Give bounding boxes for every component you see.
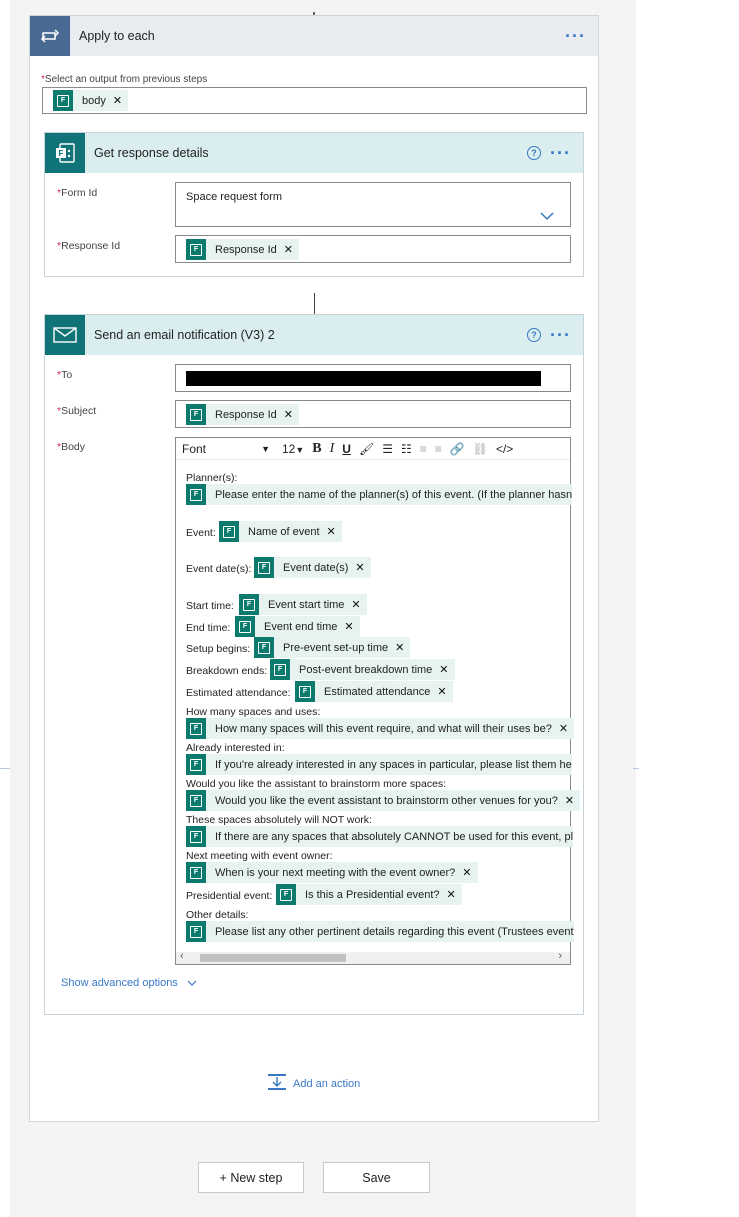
forms-token-icon: F <box>254 557 274 578</box>
font-size-select[interactable]: 12▼ <box>282 441 305 456</box>
body-label: *Body <box>57 441 86 453</box>
remove-token-icon[interactable]: ✕ <box>355 562 365 574</box>
scroll-right-icon[interactable]: › <box>558 950 562 962</box>
canvas-divider-left <box>0 768 10 769</box>
body-line-label: Would you like the assistant to brainstorm more spaces: <box>186 778 447 790</box>
new-step-button[interactable]: + New step <box>198 1162 304 1193</box>
send-email-header[interactable] <box>45 315 583 355</box>
apply-to-each-header[interactable] <box>30 16 598 56</box>
body-line-label: Event date(s): <box>186 563 252 575</box>
body-line-label: Other details: <box>186 909 249 921</box>
canvas-divider-right <box>633 768 639 769</box>
body-line-label: Planner(s): <box>186 472 238 484</box>
forms-token-icon: F <box>186 754 206 775</box>
dynamic-token[interactable]: F Response Id ✕ <box>186 239 299 260</box>
numbered-list-icon[interactable]: ☷ <box>400 441 412 456</box>
scroll-left-icon[interactable]: ‹ <box>180 950 184 962</box>
forms-token-icon: F <box>239 594 259 615</box>
chevron-down-icon <box>187 977 197 989</box>
scrollbar-thumb[interactable] <box>200 954 346 962</box>
body-line-label: Presidential event: <box>186 890 273 902</box>
body-line-label: Start time: <box>186 600 234 612</box>
code-view-button[interactable]: </> <box>495 441 514 456</box>
dynamic-token[interactable]: F Would you like the event assistant to brainstorm other venues for you? ✕ <box>186 790 580 811</box>
remove-token-icon[interactable]: ✕ <box>462 867 472 879</box>
dynamic-token[interactable]: F Please enter the name of the planner(s) of this event. (If the planner hasn <box>186 484 572 505</box>
forms-icon <box>45 133 85 173</box>
bulleted-list-icon[interactable]: ☰ <box>382 441 393 456</box>
dynamic-token[interactable]: F Estimated attendance ✕ <box>295 681 453 702</box>
response-id-label: *Response Id <box>57 240 121 252</box>
increase-indent-icon[interactable]: ≡ <box>434 441 442 456</box>
body-line-label: Next meeting with event owner: <box>186 850 333 862</box>
underline-button[interactable]: U <box>342 441 351 456</box>
dynamic-token[interactable]: F How many spaces will this event require, and what will their uses be? ✕ <box>186 718 574 739</box>
forms-token-icon: F <box>270 659 290 680</box>
forms-token-icon: F <box>295 681 315 702</box>
forms-token-icon: F <box>219 521 239 542</box>
body-line-label: How many spaces and uses: <box>186 706 321 718</box>
forms-token-icon: F <box>53 90 73 111</box>
dynamic-token[interactable]: F If there are any spaces that absolutely CANNOT be used for this event, pl <box>186 826 573 847</box>
remove-token-icon[interactable]: ✕ <box>564 795 575 807</box>
remove-token-icon[interactable]: ✕ <box>439 664 449 676</box>
remove-token-icon[interactable]: ✕ <box>437 686 447 698</box>
forms-token-icon: F <box>186 826 206 847</box>
get-response-details-title: Get response details <box>94 146 209 160</box>
bold-button[interactable]: B <box>312 440 322 456</box>
apply-to-each-title: Apply to each <box>79 29 155 43</box>
link-icon[interactable]: 🔗 <box>449 441 465 456</box>
response-id-field[interactable] <box>175 235 571 263</box>
dynamic-token[interactable]: F Event start time ✕ <box>239 594 367 615</box>
form-id-label: *Form Id <box>57 187 98 199</box>
forms-token-icon: F <box>186 404 206 425</box>
remove-token-icon[interactable]: ✕ <box>283 244 293 256</box>
more-options-icon[interactable]: ··· <box>550 325 571 345</box>
svg-text:F: F <box>58 149 64 158</box>
get-response-details-card <box>44 132 584 277</box>
remove-token-icon[interactable]: ✕ <box>395 642 405 654</box>
dynamic-token[interactable]: F Event end time ✕ <box>235 616 360 637</box>
dynamic-token[interactable]: F Please list any other pertinent details regarding this event (Trustees event <box>186 921 574 942</box>
send-email-title: Send an email notification (V3) 2 <box>94 328 275 342</box>
unlink-icon[interactable]: ⛓ <box>472 441 488 456</box>
dynamic-token[interactable]: F If you're already interested in any spaces in particular, please list them he <box>186 754 572 775</box>
body-line-label: Estimated attendance: <box>186 687 291 699</box>
more-options-icon[interactable]: ··· <box>565 26 586 46</box>
remove-token-icon[interactable]: ✕ <box>446 889 456 901</box>
body-line-label: These spaces absolutely will NOT work: <box>186 814 372 826</box>
forms-token-icon: F <box>254 637 274 658</box>
loop-icon <box>30 16 70 56</box>
italic-button[interactable]: I <box>329 440 335 456</box>
send-email-card <box>44 314 584 1015</box>
select-output-field[interactable] <box>42 87 587 114</box>
dynamic-token[interactable]: F Is this a Presidential event? ✕ <box>276 884 462 905</box>
forms-token-icon: F <box>186 790 206 811</box>
font-select[interactable]: Font ▼ <box>182 441 270 456</box>
body-line-label: Event: <box>186 527 216 539</box>
body-rich-text-editor[interactable] <box>175 437 575 965</box>
get-response-details-header[interactable] <box>45 133 583 173</box>
dynamic-token[interactable]: F Name of event ✕ <box>219 521 342 542</box>
forms-token-icon: F <box>186 239 206 260</box>
body-line-label: End time: <box>186 622 231 634</box>
forms-token-icon: F <box>235 616 255 637</box>
remove-token-icon[interactable]: ✕ <box>351 599 361 611</box>
editor-toolbar <box>176 438 570 460</box>
remove-token-icon[interactable]: ✕ <box>344 621 354 633</box>
help-icon[interactable]: ? <box>527 146 541 160</box>
select-output-label: *Select an output from previous steps <box>41 74 208 85</box>
show-advanced-options-link[interactable]: Show advanced options <box>61 977 197 989</box>
dynamic-token[interactable]: F body ✕ <box>53 90 128 111</box>
remove-token-icon[interactable]: ✕ <box>326 526 336 538</box>
body-line-label: Breakdown ends: <box>186 665 268 677</box>
subject-label: *Subject <box>57 405 97 417</box>
subject-field[interactable] <box>175 400 571 428</box>
decrease-indent-icon[interactable]: ≡ <box>419 441 427 456</box>
horizontal-scrollbar[interactable] <box>176 952 570 964</box>
dynamic-token[interactable]: F Pre-event set-up time ✕ <box>254 637 410 658</box>
remove-token-icon[interactable]: ✕ <box>112 95 123 107</box>
forms-token-icon: F <box>186 484 206 505</box>
mail-icon <box>45 315 85 355</box>
forms-token-icon: F <box>186 921 206 942</box>
form-id-dropdown[interactable]: Space request form <box>175 182 571 227</box>
to-label: *To <box>57 369 73 381</box>
remove-token-icon[interactable]: ✕ <box>558 723 569 735</box>
highlight-icon[interactable]: 🖌 <box>358 441 375 456</box>
dynamic-token[interactable]: F Post-event breakdown time ✕ <box>270 659 455 680</box>
add-action-icon <box>267 1073 287 1094</box>
help-icon[interactable]: ? <box>527 328 541 342</box>
dynamic-token[interactable]: F Event date(s) ✕ <box>254 557 371 578</box>
forms-token-icon: F <box>276 884 296 905</box>
forms-token-icon: F <box>186 718 206 739</box>
forms-token-icon: F <box>186 862 206 883</box>
remove-token-icon[interactable]: ✕ <box>283 409 293 421</box>
more-options-icon[interactable]: ··· <box>550 143 571 163</box>
save-button[interactable]: Save <box>323 1162 430 1193</box>
to-field[interactable] <box>175 364 571 392</box>
dynamic-token[interactable]: F Response Id ✕ <box>186 404 299 425</box>
body-line-label: Setup begins: <box>186 643 251 655</box>
dynamic-token[interactable]: F When is your next meeting with the event owner? ✕ <box>186 862 478 883</box>
apply-to-each-container <box>29 15 599 1122</box>
chevron-down-icon[interactable] <box>540 209 554 223</box>
body-line-label: Already interested in: <box>186 742 285 754</box>
add-an-action-button[interactable]: Add an action <box>267 1073 360 1094</box>
redacted-recipient <box>186 371 541 386</box>
